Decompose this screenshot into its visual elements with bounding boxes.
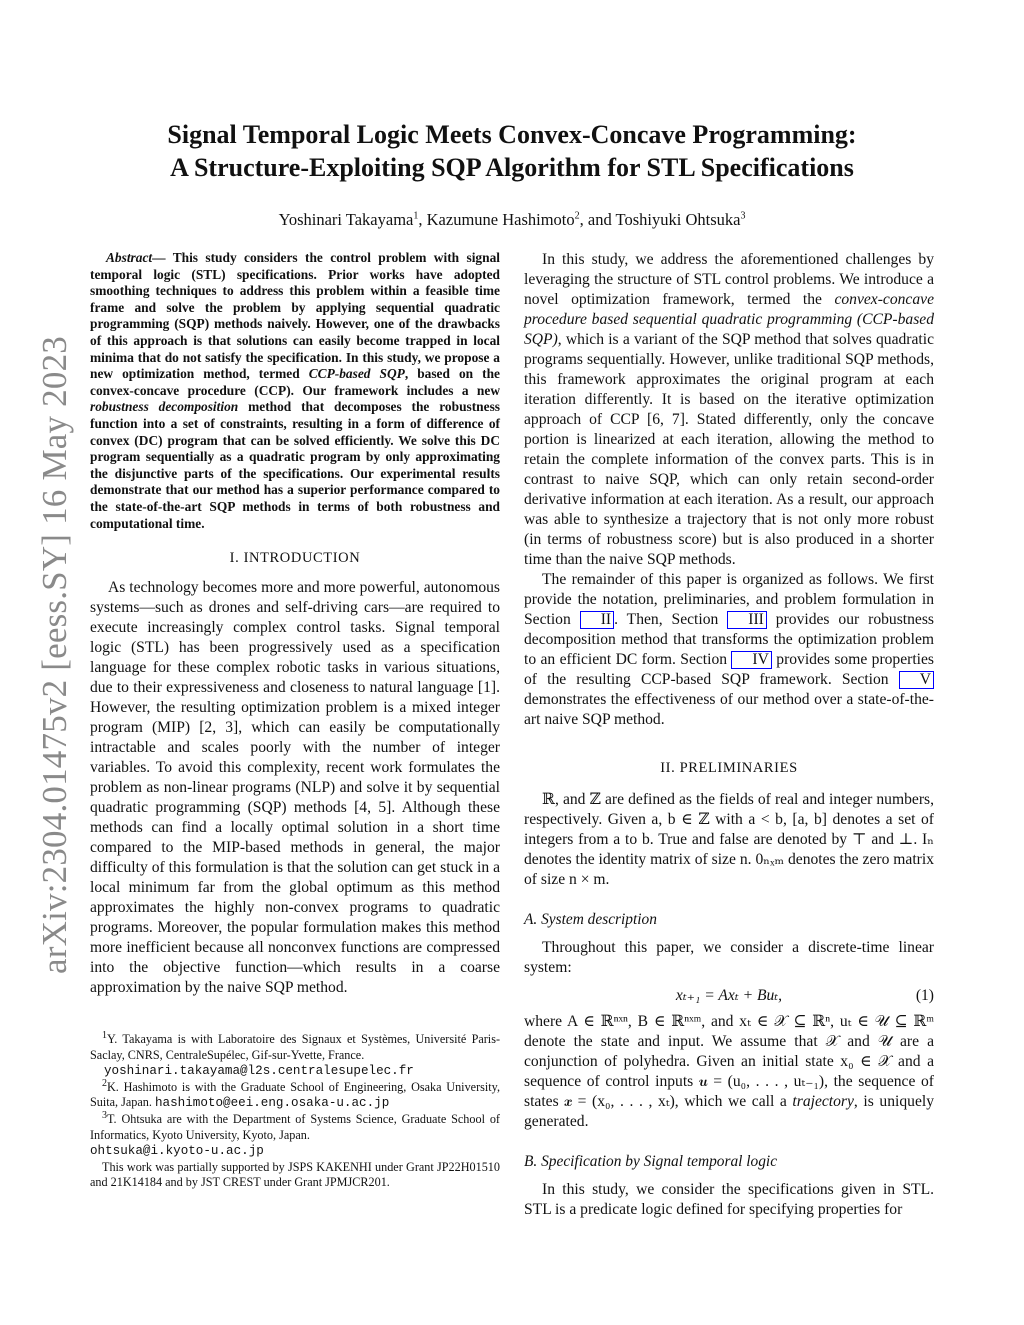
abstract-text-1: This study considers the control problem with signal temporal logic (STL) specifications. Prior works have adopted smoothing techniques to address this problem within a feasible time frame and solve the problem by applying sequential quadratic programming (SQP) methods naively. However, one of the drawbacks of this approach is that solutions can easily become trapped in local minima that do not satisfy the specification. In this study, we propose a new optimization method, termed xyxy=(90,250,500,382)
abstract-label: Abstract xyxy=(106,250,153,265)
system-definition-text: where A ∈ ℝⁿˣⁿ, B ∈ ℝⁿˣᵐ, and xₜ ∈ 𝒳 ⊆ ℝⁿ, uₜ ∈ 𝒰 ⊆ ℝᵐ denote the state and input. We assume that 𝒳 and 𝒰 are a conjunction of polyhedra. Given an initial state x₀ ∈ 𝒳 and a sequence of control inputs 𝒖 = (u₀, . . . , uₜ₋₁), the sequence of states 𝒙 = (x₀, . . . , xₜ), which we call a xyxy=(524,1013,934,1110)
organization-paragraph xyxy=(524,570,934,730)
section-heading-introduction xyxy=(90,548,500,568)
term-trajectory: trajectory xyxy=(792,1093,854,1110)
paper-title xyxy=(100,118,924,184)
abstract-text-2: , based on the convex-concave procedure (CCP). Our framework includes a new xyxy=(90,366,500,398)
contribution-term-ccp-sqp: convex-concave procedure based sequential quadratic programming (CCP-based SQP) xyxy=(524,291,934,348)
title-line-2: A Structure-Exploiting SQP Algorithm for STL Specifications xyxy=(170,153,854,182)
footnote-1-mark: 1 xyxy=(102,1030,107,1042)
organization-text-3: provides our robustness decomposition method that transforms the optimization problem to an efficient DC form. Section xyxy=(524,611,934,668)
section-2-title-initial: P xyxy=(679,760,689,776)
notation-paragraph: ℝ, and ℤ are defined as the fields of real and integer numbers, respectively. Given a, b ∈ ℤ with a < b, [a, b] denotes a set of integers from a to b. True and false are denoted by ⊤ and ⊥. Iₙ denotes the identity matrix of size n. 0ₙₓₘ denotes the zero matrix of size n × m. xyxy=(524,791,934,888)
system-definition-paragraph xyxy=(524,1012,934,1132)
section-ref-link[interactable]: II xyxy=(580,611,614,629)
author-2: Kazumune Hashimoto xyxy=(426,210,575,229)
footnote-3-email-line xyxy=(90,1143,500,1160)
abstract-term-robustness-decomposition: robustness decomposition xyxy=(90,399,239,415)
footnote-2-mark: 2 xyxy=(102,1077,107,1089)
subsection-heading-system-description: A. System description xyxy=(524,911,657,928)
footnote-1-text: Y. Takayama is with Laboratoire des Signaux et Systèmes, Université Paris-Saclay, CNRS, CentraleSupélec, Gif-sur-Yvette, France. xyxy=(90,1032,500,1062)
footnote-1-email[interactable]: yoshinari.takayama@l2s.centralesupelec.fr xyxy=(104,1064,414,1079)
equation-1-number: (1) xyxy=(915,987,934,1004)
equation-1 xyxy=(524,982,934,1010)
section-2-numeral: II. xyxy=(660,760,680,776)
author-list xyxy=(100,209,924,231)
author-1-affiliation-mark: 1 xyxy=(413,210,419,222)
footnote-1-email-line xyxy=(90,1063,500,1080)
contribution-text-1: In this study, we address the aforementioned challenges by leveraging the structure of STL control problems. We introduce a novel optimization framework, termed the xyxy=(524,251,934,308)
section-heading-preliminaries xyxy=(524,758,934,778)
section-ref-link[interactable]: V xyxy=(899,671,934,689)
footnote-1 xyxy=(90,1032,500,1063)
section-1-title-initial: I xyxy=(243,550,249,567)
section-1-title-rest: NTRODUCTION xyxy=(249,550,361,567)
right-column xyxy=(524,250,934,1220)
contribution-paragraph xyxy=(524,250,934,570)
left-column xyxy=(90,250,500,1191)
footnote-3-email[interactable]: ohtsuka@i.kyoto-u.ac.jp xyxy=(90,1144,264,1159)
footnote-2-text: K. Hashimoto is with the Graduate School of Engineering, Osaka University, Suita, Japan. xyxy=(90,1079,500,1110)
author-3: Toshiyuki Ohtsuka xyxy=(615,210,741,229)
organization-text-5: demonstrates the effectiveness of our method over a state-of-the-art naive SQP method. xyxy=(524,691,934,728)
footnote-2-email[interactable]: hashimoto@eei.eng.osaka-u.ac.jp xyxy=(155,1096,390,1111)
section-ref-link[interactable]: III xyxy=(727,611,767,629)
subsection-heading-stl-specification: B. Specification by Signal temporal logic xyxy=(524,1153,778,1170)
footnote-3-mark: 3 xyxy=(102,1110,107,1121)
organization-text-1: The remainder of this paper is organized as follows. We first provide the notation, preliminaries, and problem formulation in Section xyxy=(524,571,934,628)
organization-text-4: provides some properties of the resulting CCP-based SQP framework. Section xyxy=(524,651,934,688)
footnote-3 xyxy=(90,1112,500,1143)
author-3-affiliation-mark: 3 xyxy=(740,210,746,222)
footnote-2 xyxy=(90,1077,500,1112)
abstract-term-ccp-sqp: CCP-based SQP xyxy=(308,366,405,382)
footnotes xyxy=(90,1032,500,1191)
introduction-paragraph-1: As technology becomes more and more powerful, autonomous systems—such as drones and self-driving cars—are required to execute increasingly complex control tasks. Signal temporal logic (STL) has been progressively used as a specification language for these complex robotic tasks in various situations, due to their expressiveness and closeness to natural language [1]. However, the resulting optimization problem is a mixed integer program (MIP) [2, 3], which can easily be computationally intractable and scales poorly with the number of integer variables. To avoid this complexity, recent work formulates the problem as non-linear programs (NLP) and solve it by sequential quadratic programming (SQP) methods [4, 5]. Although these methods can find a locally optimal solution in a short time compared to the MIP-based methods in general, the major difficulty of this formulation is that the solution can get stuck in a local minimum far from the global optimum as this method approximates the highly non-convex programs to quadratic programs. Moreover, the popular formulation makes this method more inefficient because all nonconvex functions are compressed into the objective function—which results in a coarse approximation by the naive SQP method. xyxy=(90,579,500,997)
funding-note: This work was partially supported by JSPS KAKENHI under Grant JP22H01510 and 21K14184 and by JST CREST under Grant JPMJCR201. xyxy=(90,1159,500,1190)
organization-text-2: . Then, Section xyxy=(614,611,728,628)
author-separator-2: , and xyxy=(579,210,616,229)
section-1-numeral: I. xyxy=(229,550,244,567)
section-ref-link[interactable]: IV xyxy=(731,651,771,669)
arxiv-identifier: arXiv:2304.01475v2 [eess.SY] 16 May 2023 xyxy=(35,336,74,974)
abstract-dash: — xyxy=(152,250,173,265)
contribution-text-2: , which is a variant of the SQP method that solves quadratic programs sequentially. However, unlike traditional SQP methods, this framework approximates the original program at each iteration differently. It is based on the iterative optimization approach of CCP [6, 7]. Stated differently, only the concave portion is linearized at each iteration, allowing the method to retain the complete information of the convex parts. This is in contrast to naive SQP, which can only retain second-order derivative information at each iteration. As a result, our approach was able to synthesize a trajectory that is not only more robust (in terms of robustness score) but is also produced in a shorter time than the naive SQP methods. xyxy=(524,331,934,568)
author-1: Yoshinari Takayama xyxy=(278,210,414,229)
system-intro-paragraph: Throughout this paper, we consider a discrete-time linear system: xyxy=(524,939,934,976)
author-separator-1: , xyxy=(418,210,427,229)
system-definition-end: , is uniquely generated. xyxy=(524,1093,934,1130)
footnote-3-text: T. Ohtsuka are with the Department of Systems Science, Graduate School of Informatics, Kyoto University, Kyoto, Japan. xyxy=(90,1112,500,1142)
author-2-affiliation-mark: 2 xyxy=(574,210,580,222)
equation-1-body: xₜ₊₁ = Axₜ + Buₜ, xyxy=(675,987,783,1004)
arxiv-side-stamp xyxy=(20,335,90,975)
section-2-title-rest: RELIMINARIES xyxy=(688,760,798,776)
stl-paragraph: In this study, we consider the specifications given in STL. STL is a predicate logic defined for specifying properties for xyxy=(524,1181,934,1218)
abstract-text-3: method that decomposes the robustness function into a set of constraints, resulting in a form of difference of convex (DC) program that can be solved efficiently. We solve this DC program sequentially as a quadratic program by only approximating the disjunctive parts of the specifications. Our experimental results demonstrate that our method has a superior performance compared to the state-of-the-art SQP methods in terms of both robustness and computational time. xyxy=(90,399,500,531)
title-line-1: Signal Temporal Logic Meets Convex-Concave Programming: xyxy=(167,120,857,149)
abstract xyxy=(90,250,500,532)
